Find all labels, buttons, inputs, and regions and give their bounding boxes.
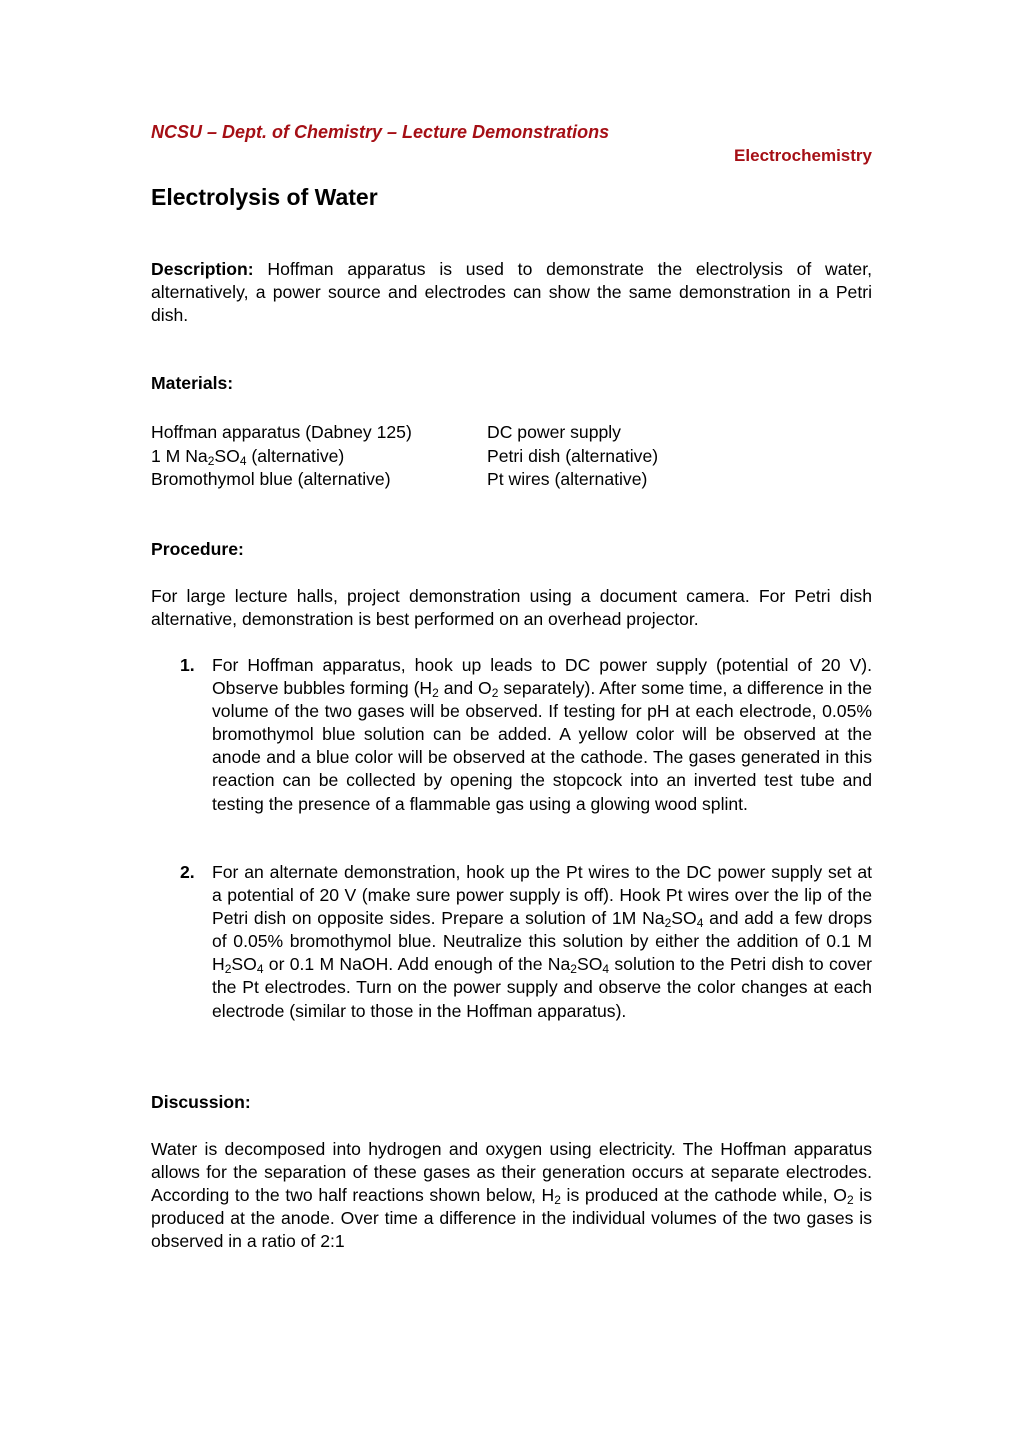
description-label: Description: <box>151 259 254 279</box>
description-paragraph <box>151 258 872 327</box>
discussion-paragraph: Water is decomposed into hydrogen and oxygen using electricity. The Hoffman apparatus allows for the separation of these gases as their generation occurs at separate electrodes. According to the two half reactions shown below, $H_2$ is produced at the cathode while, $O_2$ is produced at the anode. Over time a difference in the individual volumes of the two gases is observed in a ratio of 2:1 <box>151 1139 872 1251</box>
step-number: 1. <box>180 655 195 675</box>
page-title: Electrolysis of Water <box>151 184 378 210</box>
material-item: 1 M $Na_2SO_4$ (alternative) <box>151 445 345 468</box>
discussion-heading: Discussion: <box>151 1092 251 1112</box>
step-text: For Hoffman apparatus, hook up leads to DC power supply (potential of 20 V). Observe bubbles forming ($H_2$ and $O_2$ separately). After some time, a difference in the volume of the two gases will be observed. If testing for pH at each electrode, 0.05% bromothymol blue solution can be added. A yellow color will be observed at the anode and a blue color will be observed at the cathode. The gases generated in this reaction can be collected by opening the stopcock into an inverted test tube and testing the presence of a flammable gas using a glowing wood splint. <box>212 655 872 814</box>
procedure-step-1 <box>151 654 872 816</box>
description-text: Hoffman apparatus is used to demonstrate the electrolysis of water, alternatively, a power source and electrodes can show the same demonstration in a Petri dish. <box>151 259 872 325</box>
material-item: Petri dish (alternative) <box>487 445 659 466</box>
material-item: DC power supply <box>487 422 621 442</box>
procedure-step-2 <box>151 861 872 1023</box>
material-item: Bromothymol blue (alternative) <box>151 469 391 489</box>
materials-heading: Materials: <box>151 373 234 393</box>
material-item: Pt wires (alternative) <box>487 469 648 489</box>
material-item: Hoffman apparatus (Dabney 125) <box>151 422 412 442</box>
header-org: NCSU – Dept. of Chemistry – Lecture Demonstrations <box>151 122 610 142</box>
procedure-intro: For large lecture halls, project demonstration using a document camera. For Petri dish alternative, demonstration is best performed on an overhead projector. <box>151 586 872 629</box>
step-text: For an alternate demonstration, hook up the Pt wires to the DC power supply set at a potential of 20 V (make sure power supply is off). Hook Pt wires over the lip of the Petri dish on opposite sides. Prepare a solution of 1M $Na_2SO_4$ and add a few drops of 0.05% bromothymol blue. Neutralize this solution by either the addition of 0.1 M $H_2SO_4$ or 0.1 M NaOH. Add enough of the $Na_2SO_4$ solution to the Petri dish to cover the Pt electrodes. Turn on the power supply and observe the color changes at each electrode (similar to those in the Hoffman apparatus). <box>212 862 872 1021</box>
header-category: Electrochemistry <box>734 146 872 165</box>
step-number: 2. <box>180 862 195 882</box>
procedure-heading: Procedure: <box>151 539 244 559</box>
